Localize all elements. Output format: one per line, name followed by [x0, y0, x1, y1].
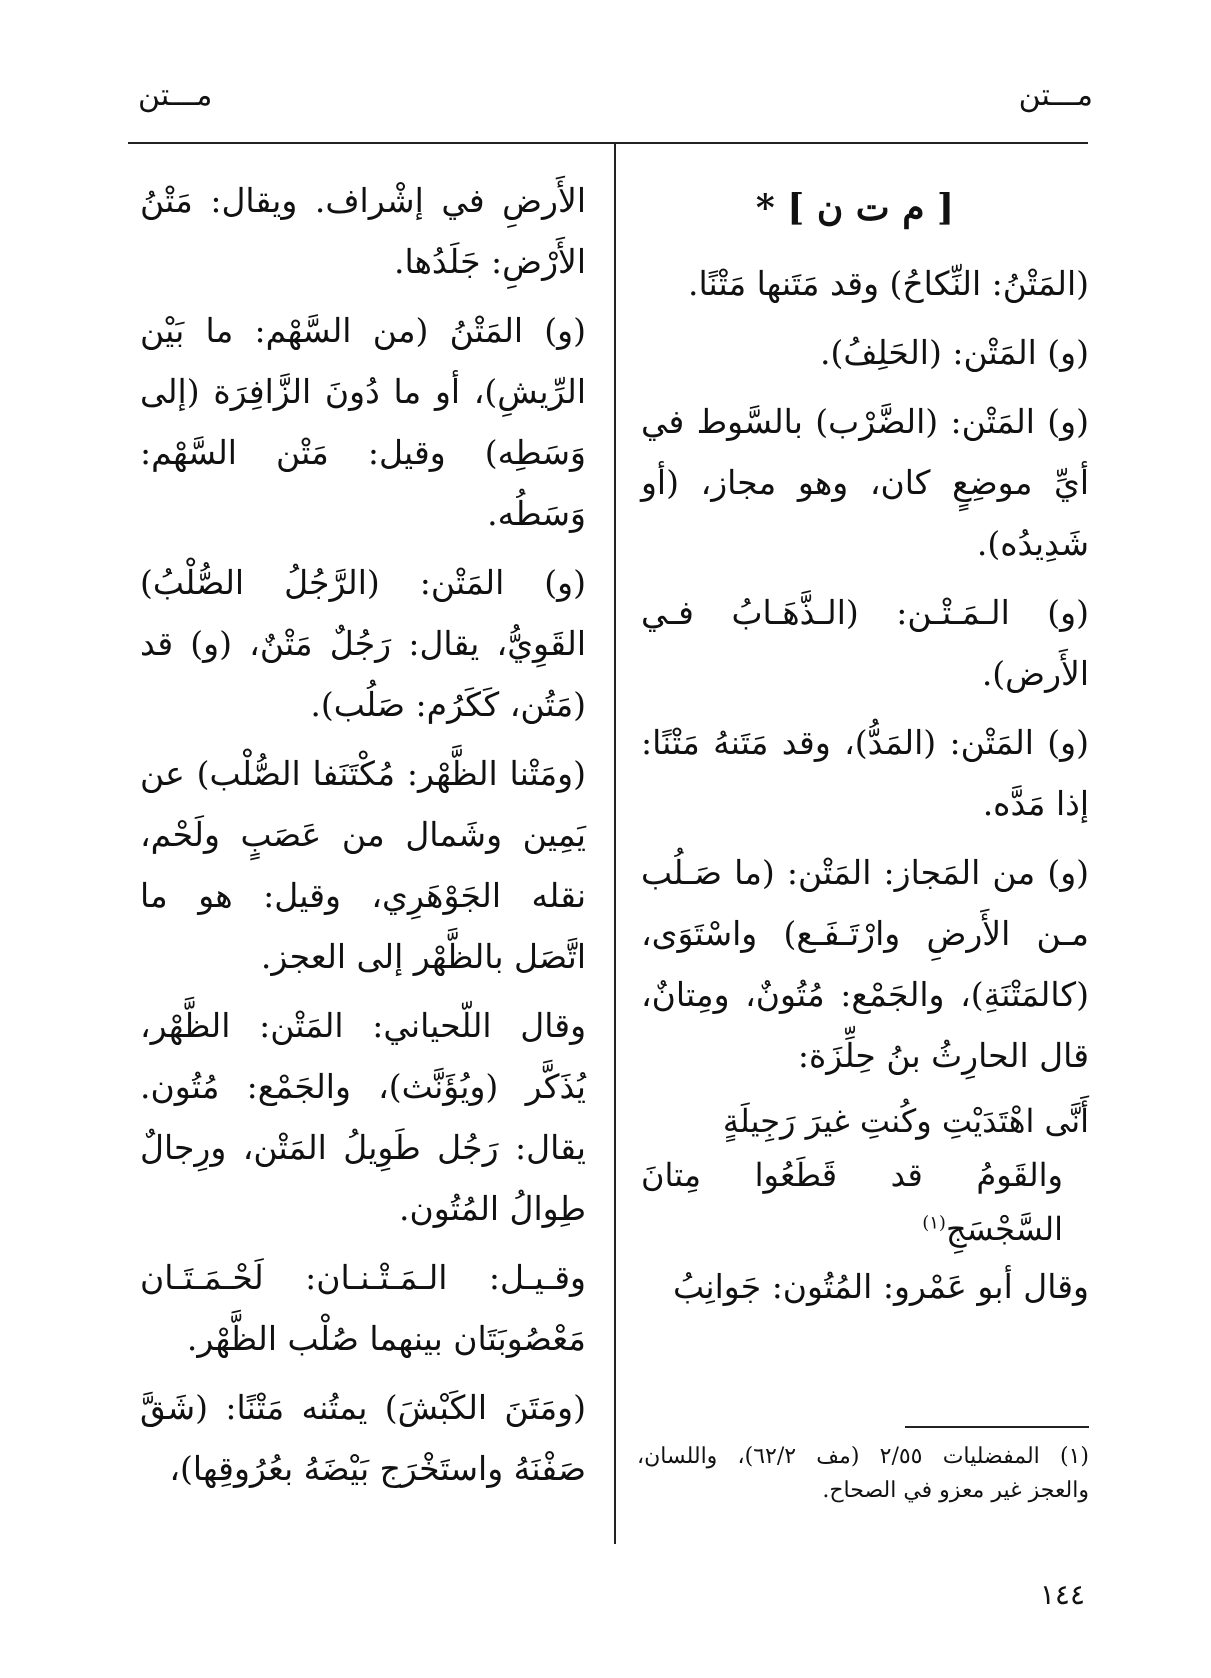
entry-heading: [ م ت ن ] * — [755, 187, 955, 229]
footnote-rule — [905, 1426, 1089, 1428]
verse-line-1: أَنَّى اهْتَدَيْتِ وكُنتِ غيرَ رَجِيلَةٍ — [722, 1102, 1089, 1140]
paragraph: وقـيـل: الـمَـتْـنـان: لَحْـمَـتَـان مَعْصُوبَتَان بينهما صُلْب الظَّهْر. — [140, 1258, 586, 1358]
header-rule — [128, 142, 1088, 144]
left-column — [140, 170, 586, 1507]
running-head-right: مـــتن — [1018, 78, 1093, 113]
footnote-marker: (١) — [922, 1212, 946, 1234]
paragraph: (و) المَتْن: (الحَلِفُ). — [819, 333, 1089, 372]
footnote: (١) المفضليات ٢/٥٥ (مف ٦٢/٢)، واللسان، والعجز غير معزو في الصحاح. — [637, 1444, 1089, 1503]
paragraph: (و) المَتْن: (الضَّرْب) بالسَّوط في أيِّ موضِعٍ كان، وهو مجاز، (أو شَدِيدُه). — [641, 402, 1089, 563]
paragraph: (و) المَتْن: (المَدُّ)، وقد مَتَنهُ مَتْنًا: إذا مَدَّه. — [641, 723, 1089, 823]
paragraph: (و) من المَجاز: المَتْن: (ما صَـلُب مـن الأَرضِ وارْتَـفَـع) واسْتَوَى، (كالمَتْنَةِ)، والجَمْع: مُتُونٌ، ومِتانٌ، قال الحارِثُ بنُ حِلِّزَة: — [641, 853, 1089, 1075]
verse-line-2 — [641, 1148, 1089, 1256]
paragraph: (و) المَتْنُ (من السَّهْم: ما بَيْن الرِّيشِ)، أو ما دُونَ الزَّافِرَة (إلى وَسَطِه) وقيل: مَتْن السَّهْم: وَسَطُه. — [140, 311, 586, 533]
verse-line-2-text: والقَومُ قد قَطَعُوا مِتانَ السَّجْسَجِ — [641, 1156, 1063, 1248]
paragraph: (ومَتْنا الظَّهْر: مُكْتَنَفا الصُّلْب) عن يَمِين وشَمال من عَصَبٍ ولَحْم، نقله الجَوْهَرِي، وقيل: هو ما اتَّصَل بالظَّهْر إلى العجز. — [140, 754, 586, 976]
paragraph: (المَتْنُ: النِّكاحُ) وقد مَتَنها مَتْنًا. — [688, 264, 1089, 303]
paragraph: وقال أبو عَمْرو: المُتُون: جَوانِبُ — [673, 1267, 1089, 1306]
paragraph: (و) الـمَـتْـن: (الـذَّهَـابُ فـي الأَرض). — [641, 593, 1089, 693]
running-head-left: مـــتن — [138, 78, 213, 113]
right-column — [641, 170, 1089, 1325]
paragraph: (ومَتَنَ الكَبْشَ) يمتُنه مَتْنًا: (شَقَّ صَفْنَهُ واستَخْرَج بَيْضَهُ بعُرُوقِها)، — [140, 1388, 586, 1488]
page-number: ١٤٤ — [1039, 1578, 1085, 1611]
column-divider — [614, 144, 616, 1544]
paragraph: (و) المَتْن: (الرَّجُلُ الصُّلْبُ) القَوِيُّ، يقال: رَجُلٌ مَتْنٌ، (و) قد (مَتُن، كَكَرُم: صَلُب). — [140, 563, 586, 724]
paragraph: الأَرضِ في إشْراف. ويقال: مَتْنُ الأَرْضِ: جَلَدُها. — [140, 181, 586, 281]
verse — [641, 1094, 1089, 1256]
paragraph: وقال اللّحياني: المَتْن: الظَّهْر، يُذَكَّر (ويُؤَنَّث)، والجَمْع: مُتُون. يقال: رَجُل طَوِيلُ المَتْن، ورِجالٌ طِوالُ المُتُون. — [140, 1006, 586, 1228]
